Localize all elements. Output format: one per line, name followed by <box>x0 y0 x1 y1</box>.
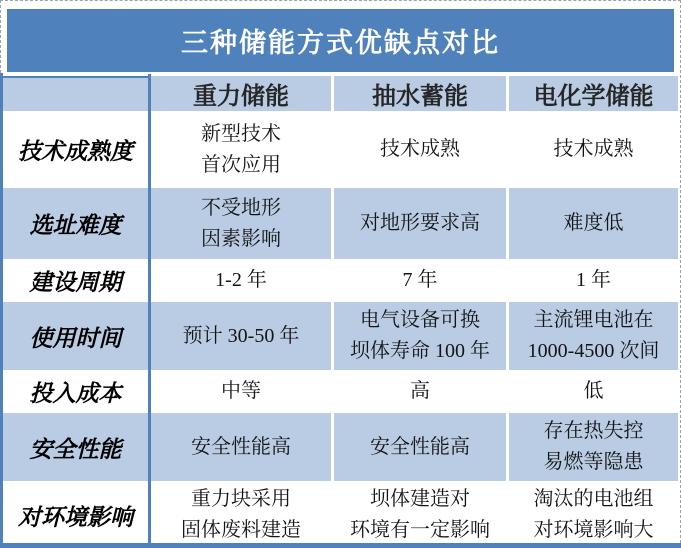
table-cell <box>334 262 506 299</box>
table-cell <box>334 413 506 481</box>
cell-line: 难度低 <box>563 212 624 234</box>
cell-line: 低 <box>583 380 604 402</box>
cell-line: 1000-4500 次间 <box>527 340 660 362</box>
cell-line: 坝体寿命 100 年 <box>350 340 490 362</box>
cell-line: 对环境影响大 <box>533 519 654 541</box>
column-header-electrochemical: 电化学储能 <box>509 76 678 111</box>
cell-line: 中等 <box>221 380 261 402</box>
cell-line: 1-2 年 <box>215 269 267 291</box>
table-row <box>3 484 678 546</box>
table-row <box>3 188 678 259</box>
cell-line: 重力块采用 <box>191 488 291 510</box>
table-title: 三种储能方式优缺点对比 <box>181 28 500 58</box>
cell-line: 7 年 <box>402 269 438 291</box>
table-row <box>3 262 678 299</box>
table-cell <box>151 484 331 546</box>
cell-line: 坝体建造对 <box>370 488 470 510</box>
cell-line: 因素影响 <box>201 227 281 250</box>
table-body <box>3 114 678 546</box>
row-label: 使用时间 <box>3 302 148 370</box>
table-cell <box>509 484 678 546</box>
cell-line: 预计 30-50 年 <box>182 324 300 347</box>
cell-line: 安全性能高 <box>191 435 291 458</box>
cell-line: 主流锂电池在 <box>533 309 654 331</box>
table-cell <box>334 373 506 410</box>
table-row <box>3 114 678 185</box>
cell-line: 首次应用 <box>201 153 281 176</box>
row-label: 选址难度 <box>3 188 148 259</box>
cell-line: 电气设备可换 <box>360 309 480 331</box>
row-label: 建设周期 <box>3 262 148 299</box>
column-header-pumped-hydro: 抽水蓄能 <box>334 76 506 111</box>
table-cell <box>151 413 331 481</box>
table-cell <box>151 262 331 299</box>
table-cell <box>509 114 678 185</box>
table-row <box>3 373 678 410</box>
table-cell <box>334 302 506 370</box>
row-label: 对环境影响 <box>3 484 148 546</box>
table-cell <box>334 114 506 185</box>
table-cell <box>334 484 506 546</box>
cell-line: 1 年 <box>576 269 611 291</box>
cell-line: 高 <box>410 380 430 402</box>
cell-line: 不受地形 <box>201 196 281 219</box>
cell-line: 技术成熟 <box>380 138 460 160</box>
table-cell <box>509 302 678 370</box>
table-cell <box>151 302 331 370</box>
table-title-bar <box>7 9 674 72</box>
table-cell <box>334 188 506 259</box>
cell-line: 淘汰的电池组 <box>533 488 654 510</box>
row-label: 技术成熟度 <box>3 114 148 185</box>
table-cell <box>509 262 678 299</box>
corner-cell <box>3 76 148 111</box>
table-row <box>3 302 678 370</box>
cell-line: 固体废料建造 <box>181 519 301 541</box>
label-column-divider <box>148 74 151 548</box>
table-cell <box>151 373 331 410</box>
table-cell <box>509 413 678 481</box>
cell-line: 存在热失控 <box>543 420 644 442</box>
table-left-border <box>0 73 3 548</box>
table-cell <box>509 188 678 259</box>
comparison-table <box>0 73 681 548</box>
table-bottom-border <box>0 543 681 548</box>
table-cell <box>151 188 331 259</box>
row-label: 安全性能 <box>3 413 148 481</box>
table-row <box>3 413 678 481</box>
cell-line: 安全性能高 <box>370 435 470 458</box>
column-header-gravity: 重力储能 <box>151 76 331 111</box>
cell-line: 对地形要求高 <box>360 212 480 234</box>
table-cell <box>509 373 678 410</box>
table-cell <box>151 114 331 185</box>
cell-line: 易燃等隐患 <box>543 451 644 473</box>
cell-line: 环境有一定影响 <box>350 519 490 541</box>
row-label: 投入成本 <box>3 373 148 410</box>
cell-line: 新型技术 <box>201 122 281 145</box>
cell-line: 技术成熟 <box>553 138 634 160</box>
header-row <box>3 76 678 111</box>
